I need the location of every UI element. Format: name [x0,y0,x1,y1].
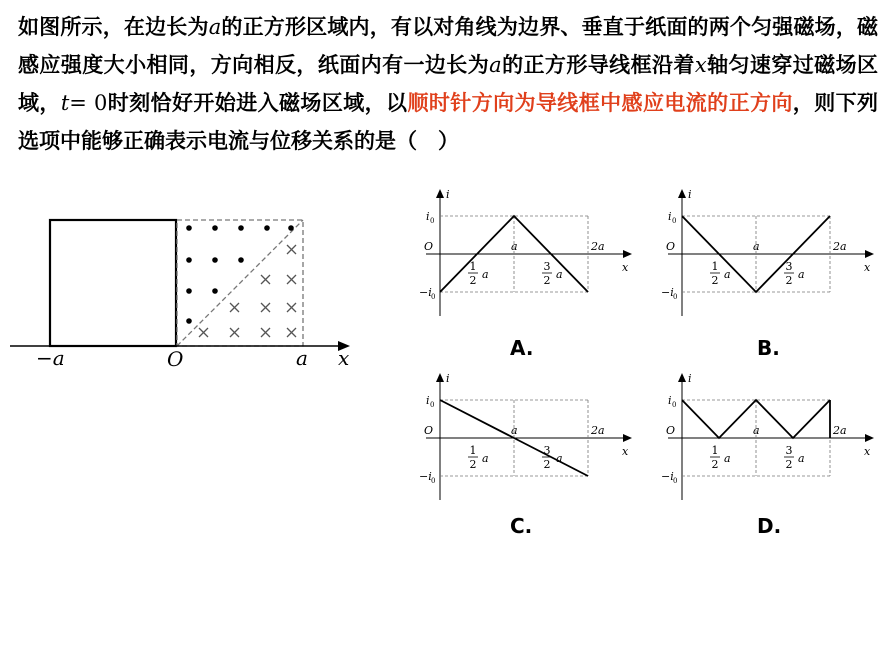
q-part-6: ，则下列选项中能够正确表示电流与位移关系的是（ ） [18,91,879,153]
option-b-label[interactable]: B. [757,336,780,360]
tick-i0: i [668,394,672,407]
x-axis-label: x [338,346,350,370]
tick-neg-i0-sub: 0 [431,477,436,485]
tick-a: a [753,240,760,253]
x-axis-label: x [622,261,629,274]
tick-three-half-a-num: 3 [785,444,793,457]
q-var-a1: a [208,15,222,39]
tick-neg-i0-sub: 0 [673,293,678,301]
option-d-label[interactable]: D. [757,514,782,538]
q-var-x: x [694,53,707,77]
origin-label: O [424,424,434,437]
tick-2a: 2a [591,240,605,253]
x-axis-arrow [865,434,874,442]
x-axis-label: x [864,261,871,274]
tick-three-half-a-den: 2 [785,458,793,471]
option-a-label[interactable]: A. [510,336,534,360]
tick-neg-i0: −i [661,470,674,483]
x-axis-label: x [622,445,629,458]
tick-i0: i [426,210,430,223]
tick-half-a-den: 2 [469,458,477,471]
tick-half-a-a: a [482,452,489,465]
tick-origin: O [167,347,184,371]
tick-three-half-a-den: 2 [543,458,551,471]
y-axis-arrow [678,189,686,198]
option-a-graph[interactable] [418,186,640,326]
tick-2a: 2a [591,424,605,437]
tick-three-half-a-den: 2 [785,274,793,287]
tick-half-a-a: a [482,268,489,281]
tick-i0: i [426,394,430,407]
y-axis-arrow [436,189,444,198]
x-axis-arrow [623,434,632,442]
tick-half-a-den: 2 [711,274,719,287]
q-var-t: t [60,91,70,115]
y-axis-label: i [446,372,450,385]
y-axis-label: i [446,188,450,201]
field-out-dots [186,225,294,324]
option-c-graph[interactable] [418,370,640,510]
q-part-4: 轴匀速穿过磁场区域， [18,53,879,115]
origin-label: O [424,240,434,253]
x-axis-label: x [864,445,871,458]
tick-three-half-a-a: a [798,268,805,281]
x-axis-arrow [865,250,874,258]
tick-half-a-num: 1 [469,444,477,457]
tick-half-a-num: 1 [711,260,719,273]
q-eq: = 0 [69,91,108,115]
option-b-graph[interactable] [660,186,882,326]
tick-three-half-a-a: a [556,452,563,465]
tick-a: a [753,424,760,437]
tick-2a: 2a [833,424,847,437]
y-axis-label: i [688,372,692,385]
tick-three-half-a-den: 2 [543,274,551,287]
origin-label: O [666,240,676,253]
q-part-2: 的正方形区域内，有以对角线为边界、垂直于纸面的两个匀强磁场，磁感应强度大小相同，方向相反，纸面内有一边长为 [18,15,879,77]
tick-a: a [511,424,518,437]
q-var-a2: a [489,53,502,77]
q-highlight: 顺时针方向为导线框中感应电流的正方向 [407,91,793,115]
tick-neg-i0-sub: 0 [431,293,436,301]
tick-half-a-den: 2 [711,458,719,471]
tick-three-half-a-num: 3 [785,260,793,273]
tick-neg-i0-sub: 0 [673,477,678,485]
x-axis-arrow [623,250,632,258]
field-figure [0,200,400,380]
q-part-5: 时刻恰好开始进入磁场区域，以 [107,91,408,115]
tick-neg-i0: −i [419,286,432,299]
wire-loop [50,220,176,346]
tick-half-a-num: 1 [469,260,477,273]
tick-neg-i0: −i [661,286,674,299]
tick-i0-sub: 0 [430,401,435,409]
tick-i0: i [668,210,672,223]
tick-i0-sub: 0 [430,217,435,225]
tick-half-a-den: 2 [469,274,477,287]
tick-i0-sub: 0 [672,401,677,409]
field-diagonal [177,220,303,346]
option-c-label[interactable]: C. [510,514,533,538]
tick-a: a [511,240,518,253]
y-axis-arrow [436,373,444,382]
tick-half-a-num: 1 [711,444,719,457]
tick-three-half-a-a: a [556,268,563,281]
tick-half-a-a: a [724,452,731,465]
y-axis-label: i [688,188,692,201]
tick-2a: 2a [833,240,847,253]
tick-three-half-a-a: a [798,452,805,465]
origin-label: O [666,424,676,437]
q-part-1: 如图所示，在边长为 [18,15,209,39]
tick-neg-a: −a [36,346,65,370]
tick-three-half-a-num: 3 [543,260,551,273]
q-part-3: 的正方形导线框沿着 [501,53,695,77]
tick-neg-i0: −i [419,470,432,483]
y-axis-arrow [678,373,686,382]
question-text [18,8,878,160]
tick-i0-sub: 0 [672,217,677,225]
tick-a: a [296,346,308,370]
tick-three-half-a-num: 3 [543,444,551,457]
tick-half-a-a: a [724,268,731,281]
option-d-graph[interactable] [660,370,882,510]
